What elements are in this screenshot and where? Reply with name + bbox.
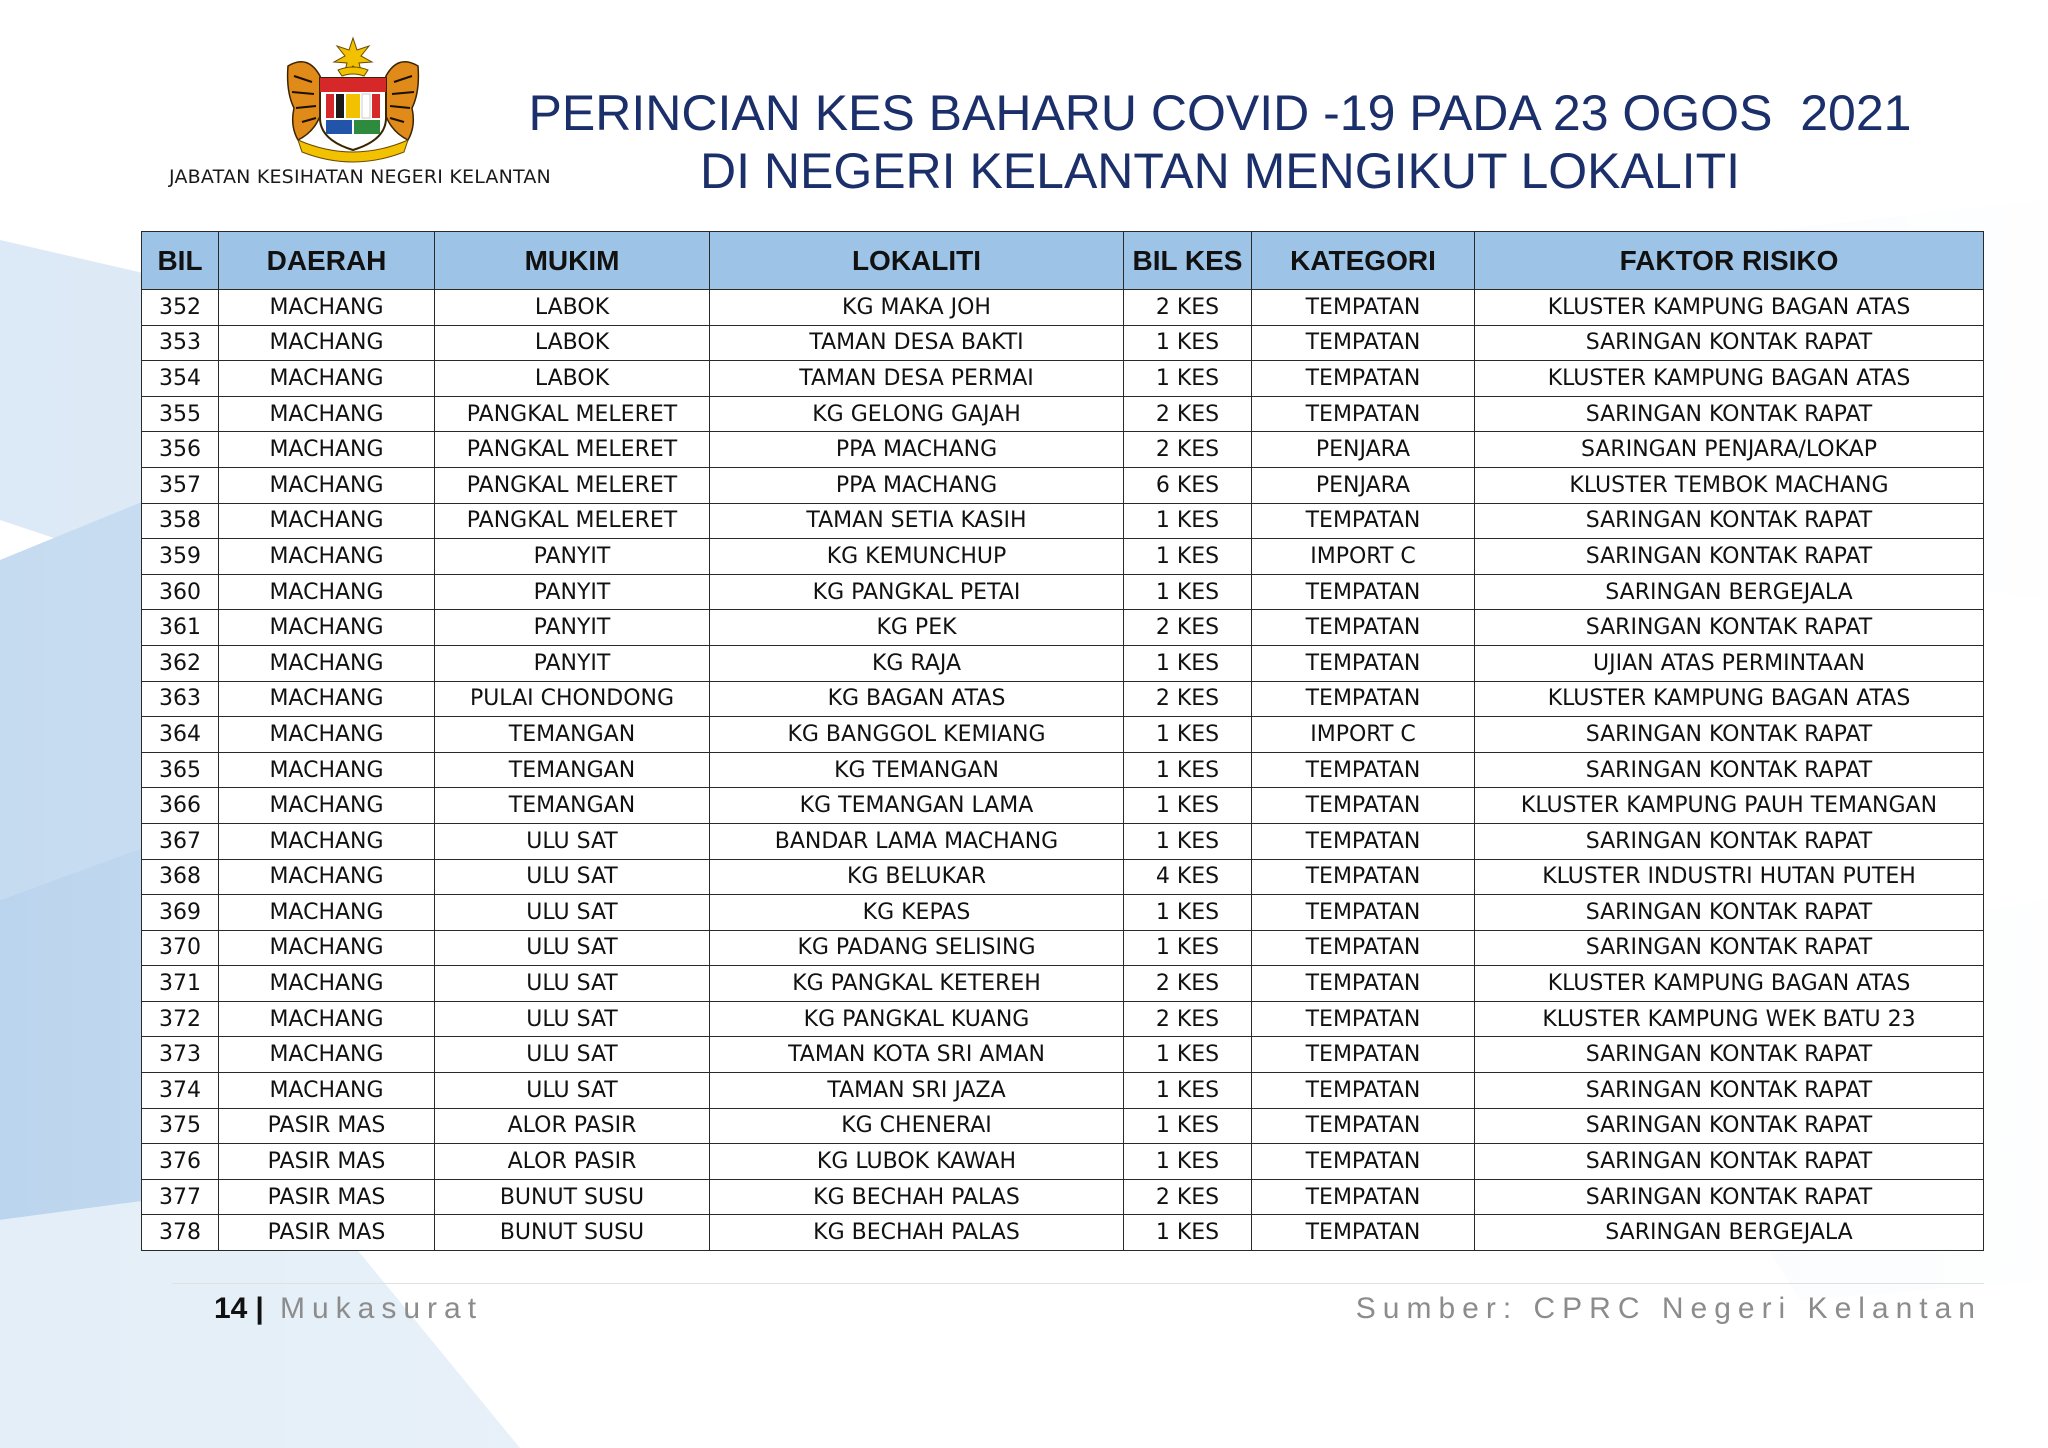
table-row [142, 1073, 1984, 1109]
cell-faktor-risiko: SARINGAN KONTAK RAPAT [1475, 396, 1984, 432]
table-row [142, 396, 1984, 432]
cell-bil: 352 [142, 290, 219, 326]
table-row [142, 610, 1984, 646]
cell-kategori: PENJARA [1252, 467, 1475, 503]
cell-mukim: PANGKAL MELERET [435, 467, 710, 503]
cell-lokaliti: TAMAN DESA BAKTI [710, 325, 1124, 361]
cell-mukim: ALOR PASIR [435, 1144, 710, 1180]
cell-mukim: TEMANGAN [435, 788, 710, 824]
cell-mukim: ULU SAT [435, 895, 710, 931]
table-row [142, 574, 1984, 610]
cell-bil-kes: 1 KES [1124, 717, 1252, 753]
cell-mukim: PANGKAL MELERET [435, 396, 710, 432]
cell-kategori: TEMPATAN [1252, 396, 1475, 432]
cell-bil: 366 [142, 788, 219, 824]
cell-daerah: MACHANG [219, 681, 435, 717]
cell-bil-kes: 2 KES [1124, 1001, 1252, 1037]
cell-kategori: TEMPATAN [1252, 574, 1475, 610]
cell-bil: 356 [142, 432, 219, 468]
cell-kategori: TEMPATAN [1252, 325, 1475, 361]
cell-lokaliti: PPA MACHANG [710, 467, 1124, 503]
cell-faktor-risiko: SARINGAN PENJARA/LOKAP [1475, 432, 1984, 468]
cell-bil: 362 [142, 645, 219, 681]
cell-kategori: TEMPATAN [1252, 1215, 1475, 1251]
table-row [142, 1144, 1984, 1180]
cell-faktor-risiko: KLUSTER INDUSTRI HUTAN PUTEH [1475, 859, 1984, 895]
cell-bil: 378 [142, 1215, 219, 1251]
cell-faktor-risiko: KLUSTER KAMPUNG BAGAN ATAS [1475, 966, 1984, 1002]
cell-kategori: IMPORT C [1252, 717, 1475, 753]
cell-daerah: MACHANG [219, 823, 435, 859]
cell-lokaliti: TAMAN SRI JAZA [710, 1073, 1124, 1109]
cell-bil-kes: 2 KES [1124, 966, 1252, 1002]
page-separator: | [255, 1292, 264, 1325]
cell-mukim: PANYIT [435, 610, 710, 646]
page-title-line-2: DI NEGERI KELANTAN MENGIKUT LOKALITI [699, 143, 1741, 199]
cell-daerah: MACHANG [219, 290, 435, 326]
cell-bil: 361 [142, 610, 219, 646]
cell-bil-kes: 2 KES [1124, 432, 1252, 468]
cell-bil-kes: 1 KES [1124, 539, 1252, 575]
cell-bil: 375 [142, 1108, 219, 1144]
cell-kategori: TEMPATAN [1252, 681, 1475, 717]
table-row [142, 467, 1984, 503]
cell-faktor-risiko: KLUSTER TEMBOK MACHANG [1475, 467, 1984, 503]
organization-name: JABATAN KESIHATAN NEGERI KELANTAN [169, 166, 551, 188]
cell-kategori: TEMPATAN [1252, 1001, 1475, 1037]
cell-mukim: ULU SAT [435, 930, 710, 966]
cell-bil: 353 [142, 325, 219, 361]
cell-mukim: PANYIT [435, 574, 710, 610]
cell-mukim: ULU SAT [435, 1001, 710, 1037]
cell-kategori: TEMPATAN [1252, 1179, 1475, 1215]
cell-kategori: TEMPATAN [1252, 788, 1475, 824]
page-title-line-1: PERINCIAN KES BAHARU COVID -19 PADA 23 OGOS 2021 [528, 85, 1912, 141]
cell-bil-kes: 1 KES [1124, 645, 1252, 681]
cell-bil-kes: 1 KES [1124, 1108, 1252, 1144]
cell-bil: 371 [142, 966, 219, 1002]
table-row [142, 1001, 1984, 1037]
cell-bil: 377 [142, 1179, 219, 1215]
table-header-row [142, 232, 1984, 290]
cell-lokaliti: KG PANGKAL PETAI [710, 574, 1124, 610]
cell-mukim: TEMANGAN [435, 717, 710, 753]
cell-mukim: BUNUT SUSU [435, 1179, 710, 1215]
cell-faktor-risiko: KLUSTER KAMPUNG WEK BATU 23 [1475, 1001, 1984, 1037]
table-body [142, 290, 1984, 1251]
cell-mukim: ALOR PASIR [435, 1108, 710, 1144]
cell-kategori: TEMPATAN [1252, 361, 1475, 397]
cell-daerah: MACHANG [219, 396, 435, 432]
cell-daerah: MACHANG [219, 717, 435, 753]
cell-kategori: TEMPATAN [1252, 1073, 1475, 1109]
cell-lokaliti: TAMAN DESA PERMAI [710, 361, 1124, 397]
cell-lokaliti: KG BECHAH PALAS [710, 1179, 1124, 1215]
cell-mukim: BUNUT SUSU [435, 1215, 710, 1251]
cell-kategori: TEMPATAN [1252, 290, 1475, 326]
table-row [142, 539, 1984, 575]
table-row [142, 930, 1984, 966]
cell-kategori: TEMPATAN [1252, 895, 1475, 931]
cell-lokaliti: KG PADANG SELISING [710, 930, 1124, 966]
cell-bil: 354 [142, 361, 219, 397]
cell-bil: 363 [142, 681, 219, 717]
cell-bil-kes: 1 KES [1124, 1037, 1252, 1073]
footer-divider [172, 1283, 1984, 1284]
cell-kategori: IMPORT C [1252, 539, 1475, 575]
cell-lokaliti: KG LUBOK KAWAH [710, 1144, 1124, 1180]
cell-bil-kes: 1 KES [1124, 895, 1252, 931]
cell-faktor-risiko: SARINGAN KONTAK RAPAT [1475, 1073, 1984, 1109]
cell-lokaliti: KG KEPAS [710, 895, 1124, 931]
column-header-daerah: DAERAH [219, 232, 435, 290]
cell-lokaliti: TAMAN KOTA SRI AMAN [710, 1037, 1124, 1073]
cell-bil-kes: 2 KES [1124, 1179, 1252, 1215]
page-title [520, 84, 1920, 200]
cell-mukim: ULU SAT [435, 966, 710, 1002]
cell-faktor-risiko: SARINGAN BERGEJALA [1475, 1215, 1984, 1251]
cell-mukim: TEMANGAN [435, 752, 710, 788]
cell-bil-kes: 2 KES [1124, 396, 1252, 432]
cell-daerah: MACHANG [219, 966, 435, 1002]
cell-kategori: TEMPATAN [1252, 503, 1475, 539]
page-number-value: 14 [214, 1292, 248, 1325]
cell-faktor-risiko: UJIAN ATAS PERMINTAAN [1475, 645, 1984, 681]
column-header-faktor-risiko: FAKTOR RISIKO [1475, 232, 1984, 290]
cell-mukim: ULU SAT [435, 823, 710, 859]
table-row [142, 752, 1984, 788]
table-row [142, 1037, 1984, 1073]
table-row [142, 1179, 1984, 1215]
cell-bil-kes: 1 KES [1124, 1073, 1252, 1109]
cell-bil-kes: 6 KES [1124, 467, 1252, 503]
table-row [142, 503, 1984, 539]
table-row [142, 325, 1984, 361]
cell-daerah: MACHANG [219, 788, 435, 824]
cell-daerah: MACHANG [219, 1001, 435, 1037]
cell-lokaliti: BANDAR LAMA MACHANG [710, 823, 1124, 859]
cell-bil: 359 [142, 539, 219, 575]
cell-lokaliti: KG KEMUNCHUP [710, 539, 1124, 575]
cell-faktor-risiko: SARINGAN KONTAK RAPAT [1475, 539, 1984, 575]
cell-faktor-risiko: SARINGAN KONTAK RAPAT [1475, 1179, 1984, 1215]
cell-mukim: ULU SAT [435, 1073, 710, 1109]
cell-bil: 374 [142, 1073, 219, 1109]
table-row [142, 681, 1984, 717]
cell-daerah: MACHANG [219, 467, 435, 503]
cell-faktor-risiko: SARINGAN KONTAK RAPAT [1475, 610, 1984, 646]
cell-mukim: ULU SAT [435, 859, 710, 895]
cell-bil: 358 [142, 503, 219, 539]
cell-lokaliti: TAMAN SETIA KASIH [710, 503, 1124, 539]
cell-bil-kes: 1 KES [1124, 574, 1252, 610]
cell-kategori: TEMPATAN [1252, 859, 1475, 895]
cell-bil-kes: 1 KES [1124, 823, 1252, 859]
page-label: Mukasurat [280, 1292, 484, 1325]
table-row [142, 717, 1984, 753]
cell-daerah: MACHANG [219, 1073, 435, 1109]
cell-bil-kes: 4 KES [1124, 859, 1252, 895]
cell-mukim: LABOK [435, 290, 710, 326]
cell-faktor-risiko: KLUSTER KAMPUNG BAGAN ATAS [1475, 290, 1984, 326]
cell-bil: 372 [142, 1001, 219, 1037]
table-row [142, 290, 1984, 326]
cell-lokaliti: KG BANGGOL KEMIANG [710, 717, 1124, 753]
cell-faktor-risiko: SARINGAN BERGEJALA [1475, 574, 1984, 610]
cell-lokaliti: KG BECHAH PALAS [710, 1215, 1124, 1251]
source-credit: Sumber: CPRC Negeri Kelantan [1355, 1292, 1982, 1325]
table-row [142, 1108, 1984, 1144]
cell-kategori: PENJARA [1252, 432, 1475, 468]
case-details-table [141, 231, 1984, 1251]
cell-bil: 373 [142, 1037, 219, 1073]
cell-bil-kes: 2 KES [1124, 610, 1252, 646]
cell-kategori: TEMPATAN [1252, 1037, 1475, 1073]
cell-bil-kes: 1 KES [1124, 752, 1252, 788]
cell-lokaliti: KG CHENERAI [710, 1108, 1124, 1144]
cell-lokaliti: KG PEK [710, 610, 1124, 646]
table-row [142, 788, 1984, 824]
cell-faktor-risiko: SARINGAN KONTAK RAPAT [1475, 823, 1984, 859]
cell-faktor-risiko: KLUSTER KAMPUNG BAGAN ATAS [1475, 681, 1984, 717]
cell-bil: 357 [142, 467, 219, 503]
cell-daerah: MACHANG [219, 930, 435, 966]
table-row [142, 859, 1984, 895]
cell-daerah: MACHANG [219, 503, 435, 539]
cell-daerah: MACHANG [219, 432, 435, 468]
cell-faktor-risiko: KLUSTER KAMPUNG PAUH TEMANGAN [1475, 788, 1984, 824]
cell-lokaliti: KG TEMANGAN [710, 752, 1124, 788]
cell-bil: 367 [142, 823, 219, 859]
cell-faktor-risiko: SARINGAN KONTAK RAPAT [1475, 503, 1984, 539]
cell-bil-kes: 2 KES [1124, 681, 1252, 717]
cell-lokaliti: KG PANGKAL KETEREH [710, 966, 1124, 1002]
cell-mukim: PULAI CHONDONG [435, 681, 710, 717]
cell-mukim: PANGKAL MELERET [435, 503, 710, 539]
cell-lokaliti: KG GELONG GAJAH [710, 396, 1124, 432]
cell-daerah: MACHANG [219, 325, 435, 361]
cell-faktor-risiko: SARINGAN KONTAK RAPAT [1475, 930, 1984, 966]
cell-kategori: TEMPATAN [1252, 930, 1475, 966]
cell-lokaliti: KG BAGAN ATAS [710, 681, 1124, 717]
cell-mukim: LABOK [435, 325, 710, 361]
table-row [142, 895, 1984, 931]
table-row [142, 361, 1984, 397]
cell-faktor-risiko: SARINGAN KONTAK RAPAT [1475, 1108, 1984, 1144]
column-header-bil: BIL [142, 232, 219, 290]
cell-daerah: MACHANG [219, 361, 435, 397]
cell-lokaliti: KG TEMANGAN LAMA [710, 788, 1124, 824]
cell-daerah: PASIR MAS [219, 1179, 435, 1215]
cell-bil-kes: 1 KES [1124, 1144, 1252, 1180]
table-row [142, 966, 1984, 1002]
table-row [142, 432, 1984, 468]
cell-bil: 360 [142, 574, 219, 610]
cell-bil-kes: 1 KES [1124, 1215, 1252, 1251]
cell-kategori: TEMPATAN [1252, 1144, 1475, 1180]
table-row [142, 1215, 1984, 1251]
cell-faktor-risiko: SARINGAN KONTAK RAPAT [1475, 325, 1984, 361]
cell-mukim: LABOK [435, 361, 710, 397]
cell-kategori: TEMPATAN [1252, 966, 1475, 1002]
cell-bil-kes: 1 KES [1124, 930, 1252, 966]
cell-faktor-risiko: SARINGAN KONTAK RAPAT [1475, 717, 1984, 753]
cell-daerah: PASIR MAS [219, 1108, 435, 1144]
cell-bil-kes: 1 KES [1124, 788, 1252, 824]
cell-bil: 368 [142, 859, 219, 895]
cell-kategori: TEMPATAN [1252, 610, 1475, 646]
cell-bil: 376 [142, 1144, 219, 1180]
cell-bil-kes: 2 KES [1124, 290, 1252, 326]
cell-faktor-risiko: SARINGAN KONTAK RAPAT [1475, 1144, 1984, 1180]
cell-kategori: TEMPATAN [1252, 1108, 1475, 1144]
coat-of-arms-icon [268, 36, 438, 166]
column-header-kategori: KATEGORI [1252, 232, 1475, 290]
cell-kategori: TEMPATAN [1252, 645, 1475, 681]
cell-faktor-risiko: SARINGAN KONTAK RAPAT [1475, 1037, 1984, 1073]
cell-kategori: TEMPATAN [1252, 752, 1475, 788]
cell-bil-kes: 1 KES [1124, 361, 1252, 397]
cell-mukim: PANYIT [435, 645, 710, 681]
cell-bil: 369 [142, 895, 219, 931]
cell-faktor-risiko: SARINGAN KONTAK RAPAT [1475, 895, 1984, 931]
cell-daerah: MACHANG [219, 752, 435, 788]
cell-daerah: PASIR MAS [219, 1215, 435, 1251]
cell-lokaliti: KG BELUKAR [710, 859, 1124, 895]
cell-daerah: MACHANG [219, 895, 435, 931]
page-number [214, 1292, 274, 1326]
column-header-lokaliti: LOKALITI [710, 232, 1124, 290]
cell-lokaliti: PPA MACHANG [710, 432, 1124, 468]
cell-lokaliti: KG RAJA [710, 645, 1124, 681]
cell-mukim: ULU SAT [435, 1037, 710, 1073]
cell-daerah: MACHANG [219, 610, 435, 646]
cell-faktor-risiko: KLUSTER KAMPUNG BAGAN ATAS [1475, 361, 1984, 397]
table-row [142, 645, 1984, 681]
cell-bil: 355 [142, 396, 219, 432]
cell-daerah: MACHANG [219, 574, 435, 610]
cell-mukim: PANGKAL MELERET [435, 432, 710, 468]
cell-daerah: MACHANG [219, 1037, 435, 1073]
cell-daerah: MACHANG [219, 645, 435, 681]
cell-daerah: PASIR MAS [219, 1144, 435, 1180]
cell-bil-kes: 1 KES [1124, 503, 1252, 539]
cell-bil-kes: 1 KES [1124, 325, 1252, 361]
table-row [142, 823, 1984, 859]
cell-bil: 364 [142, 717, 219, 753]
cell-kategori: TEMPATAN [1252, 823, 1475, 859]
cell-daerah: MACHANG [219, 859, 435, 895]
column-header-mukim: MUKIM [435, 232, 710, 290]
cell-bil: 370 [142, 930, 219, 966]
cell-lokaliti: KG MAKA JOH [710, 290, 1124, 326]
column-header-bil-kes: BIL KES [1124, 232, 1252, 290]
cell-mukim: PANYIT [435, 539, 710, 575]
cell-faktor-risiko: SARINGAN KONTAK RAPAT [1475, 752, 1984, 788]
cell-lokaliti: KG PANGKAL KUANG [710, 1001, 1124, 1037]
cell-bil: 365 [142, 752, 219, 788]
cell-daerah: MACHANG [219, 539, 435, 575]
